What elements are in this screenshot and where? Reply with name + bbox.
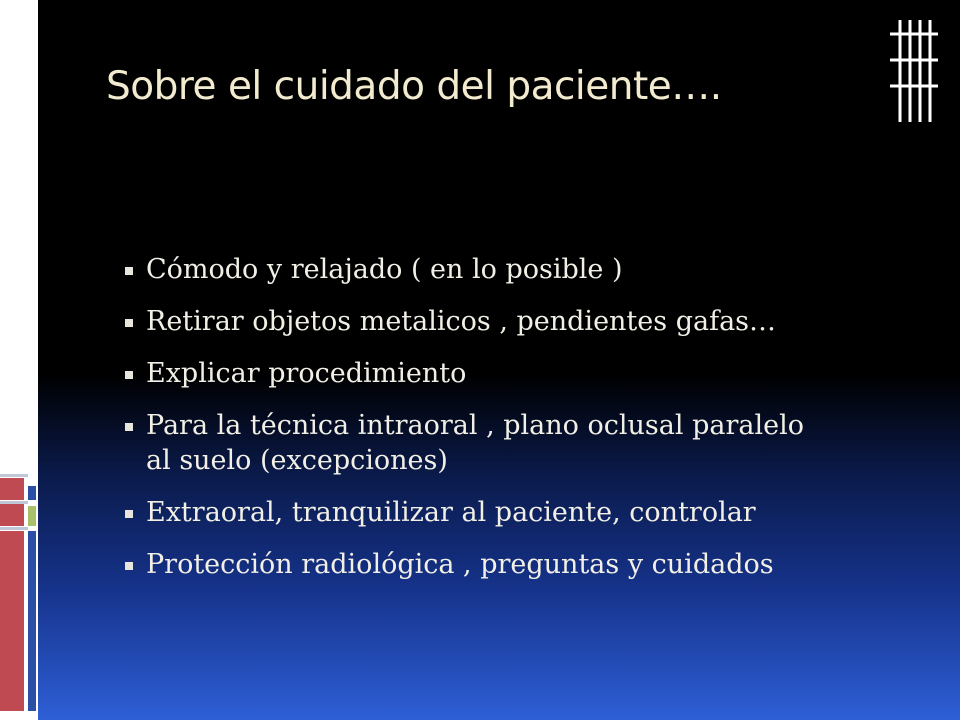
bullet-item [112,252,912,287]
blue-stripe [28,531,36,711]
bullet-text: Extraoral, tranquilizar al paciente, controlar [146,497,756,528]
bullet-square-icon [112,547,146,570]
green-stripe [28,506,36,526]
bullet-item [112,356,912,391]
slide-title: Sobre el cuidado del paciente…. [106,64,722,109]
bullet-square-icon [112,252,146,275]
bullet-list [112,252,912,599]
bullet-text: Para la técnica intraoral , plano oclusal paralelo al suelo (excepciones) [146,410,804,476]
bullet-text: Explicar procedimiento [146,358,467,389]
bullet-item [112,547,912,582]
bullet-square-icon [112,495,146,518]
bullet-square-icon [112,304,146,327]
bullet-item [112,408,912,478]
bullet-text: Cómodo y relajado ( en lo posible ) [146,254,623,285]
bullet-text: Retirar objetos metalicos , pendientes gafas… [146,306,777,337]
bullet-item [112,304,912,339]
bullet-square-icon [112,408,146,431]
blue-stripe [28,486,36,500]
bullet-item [112,495,912,530]
accent-line [0,474,28,477]
accent-line [0,527,28,530]
red-stripe [0,478,24,500]
red-stripe [0,531,24,711]
bullet-square-icon [112,356,146,379]
bullet-text: Protección radiológica , preguntas y cuidados [146,549,774,580]
red-stripe [0,504,24,526]
